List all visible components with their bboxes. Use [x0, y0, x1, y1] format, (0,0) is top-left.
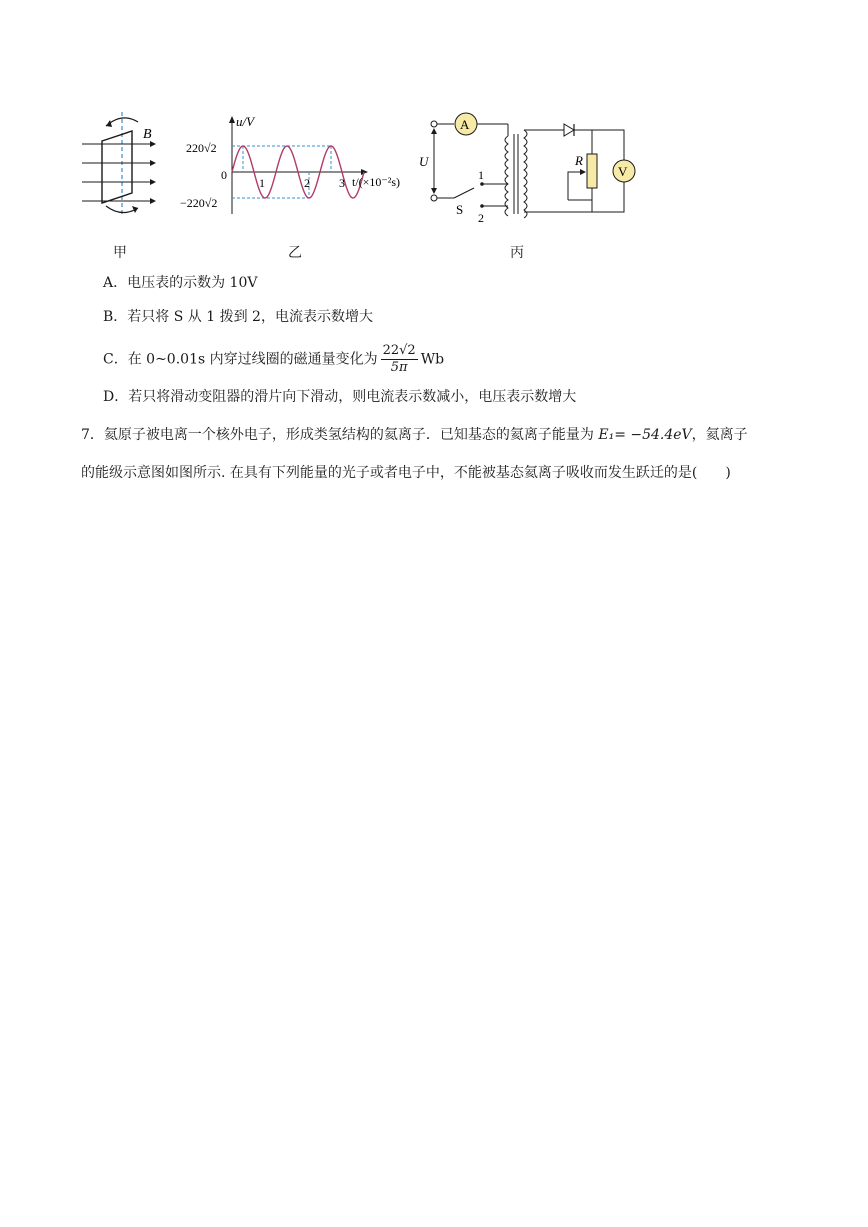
question-7-text-pre: 7．氦原子被电离一个核外电子，形成类氢结构的氦离子．已知基态的氦离子能量为	[81, 427, 599, 443]
resistor-r	[587, 154, 597, 188]
figure-yi-voltage-graph	[178, 112, 418, 222]
caption-jia: 甲	[113, 245, 127, 261]
y-axis-arrow	[229, 116, 235, 123]
y-axis-label: u/V	[236, 114, 255, 129]
voltage-point-4	[275, 171, 276, 172]
option-c-suffix: Wb	[420, 351, 445, 368]
x-tick-2: 2	[304, 176, 310, 190]
voltage-point-2	[253, 171, 254, 172]
field-label-b: B	[143, 127, 152, 142]
voltage-point-6	[297, 171, 298, 172]
voltage-point-3	[264, 197, 265, 198]
diode	[564, 124, 574, 136]
flux-denominator: 5π	[390, 360, 408, 375]
flux-fraction	[381, 343, 418, 376]
switch-pos-2: 2	[478, 211, 484, 225]
voltage-point-12	[363, 171, 364, 172]
figure-jia-coil	[70, 108, 170, 218]
voltage-point-8	[319, 171, 320, 172]
resistor-label: R	[575, 153, 583, 168]
switch-pos-1: 1	[478, 168, 484, 182]
voltage-point-7	[308, 197, 309, 198]
y-tick-min: −220√2	[180, 196, 218, 210]
x-tick-3: 3	[339, 176, 345, 190]
question-7-energy: E₁= −54.4eV	[598, 427, 692, 443]
voltmeter-label: V	[618, 164, 628, 179]
figure-bing-circuit	[416, 106, 646, 226]
voltage-point-1	[242, 145, 243, 146]
ammeter-label: A	[460, 117, 470, 132]
voltage-point-5	[286, 145, 287, 146]
caption-yi: 乙	[288, 245, 302, 261]
option-c-prefix: C．在 0~0.01s 内穿过线圈的磁通量变化为	[103, 351, 378, 368]
voltage-point-0	[231, 171, 232, 172]
voltage-point-10	[341, 171, 342, 172]
voltage-point-9	[330, 145, 331, 146]
voltage-point-11	[352, 197, 353, 198]
option-c	[103, 343, 444, 376]
input-voltage-label: U	[419, 154, 429, 169]
origin-label: 0	[221, 168, 227, 182]
option-a: A．电压表的示数为 10V	[103, 275, 258, 291]
switch-s	[454, 188, 474, 198]
caption-bing: 丙	[510, 245, 524, 261]
switch-label: S	[456, 202, 464, 217]
y-tick-max: 220√2	[186, 141, 217, 155]
question-7-line-2: 的能级示意图如图所示. 在具有下列能量的光子或者电子中，不能被基态氦离子吸收而发生跃迁的是( )	[81, 465, 731, 481]
option-d: D．若只将滑动变阻器的滑片向下滑动，则电流表示数减小，电压表示数增大	[103, 389, 577, 405]
option-b: B．若只将 S 从 1 拨到 2，电流表示数增大	[103, 309, 373, 325]
x-tick-1: 1	[259, 176, 265, 190]
flux-numerator: 22√2	[382, 343, 416, 358]
question-7-line-1	[81, 425, 748, 445]
slider	[568, 172, 582, 200]
x-axis-label: t/(×10⁻²s)	[352, 175, 401, 189]
question-7-text-post: ，氦离子	[691, 427, 748, 443]
